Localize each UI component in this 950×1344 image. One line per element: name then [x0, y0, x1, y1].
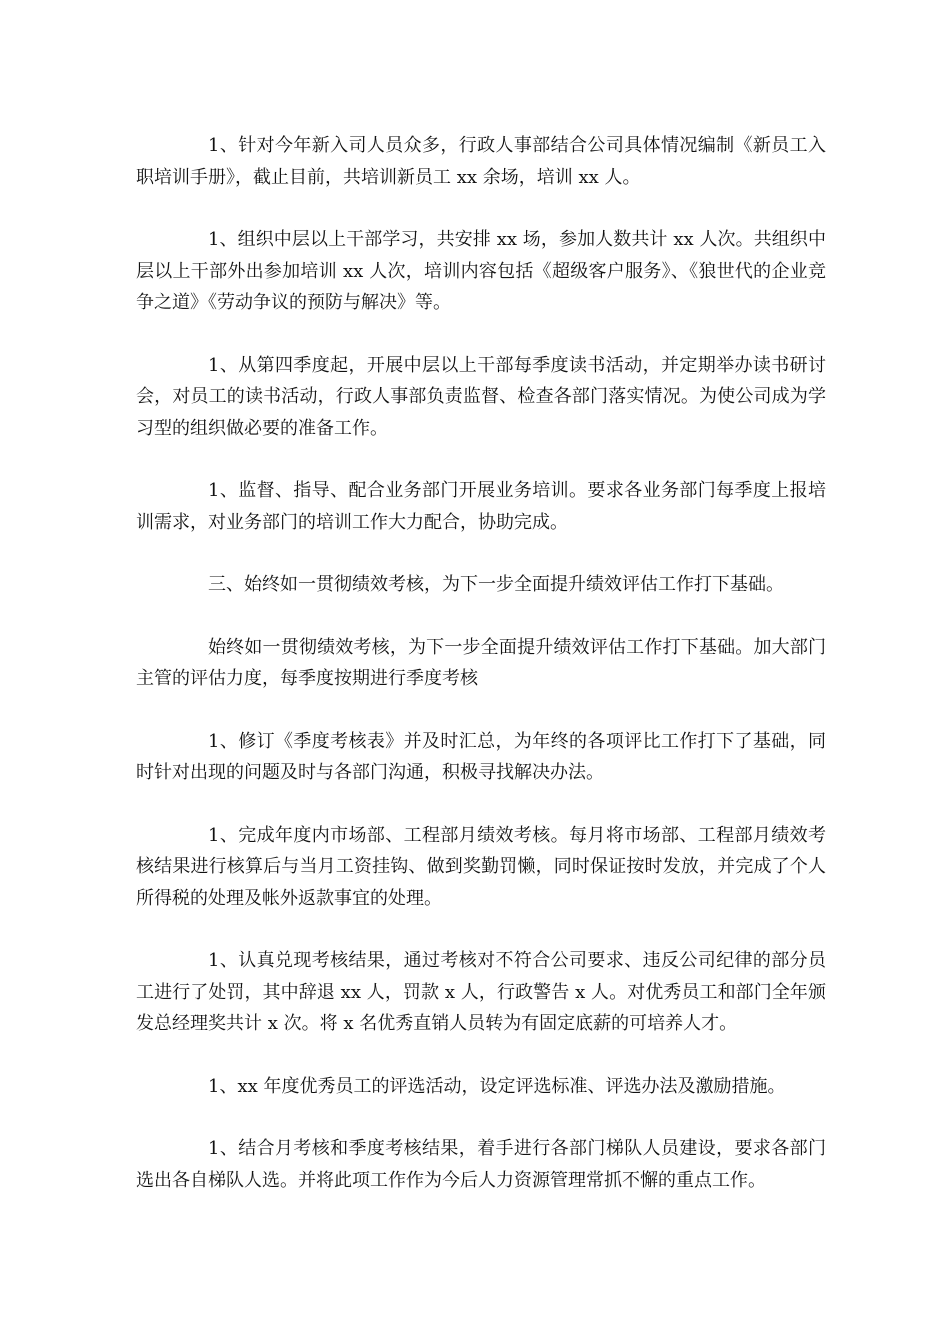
paragraph-business-training: 1、监督、指导、配合业务部门开展业务培训。要求各业务部门每季度上报培训需求，对业务部门的培训工作大力配合，协助完成。 — [136, 480, 826, 533]
paragraph-succession-building: 1、结合月考核和季度考核结果，着手进行各部门梯队人员建设，要求各部门选出各自梯队人选。并将此项工作作为今后人力资源管理常抓不懈的重点工作。 — [136, 1138, 826, 1191]
paragraph-quarterly-form: 1、修订《季度考核表》并及时汇总，为年终的各项评比工作打下了基础，同时针对出现的问题及时与各部门沟通，积极寻找解决办法。 — [136, 730, 826, 783]
paragraph-monthly-assessment: 1、完成年度内市场部、工程部月绩效考核。每月将市场部、工程部月绩效考核结果进行核算后与当月工资挂钩、做到奖勤罚懒，同时保证按时发放，并完成了个人所得税的处理及帐外返款事宜的处理。 — [136, 824, 826, 909]
section-heading-performance: 三、始终如一贯彻绩效考核，为下一步全面提升绩效评估工作打下基础。 — [208, 574, 784, 595]
paragraph-performance-intro: 始终如一贯彻绩效考核，为下一步全面提升绩效评估工作打下基础。加大部门主管的评估力度，每季度按期进行季度考核 — [136, 636, 826, 689]
paragraph-middle-management-study: 1、组织中层以上干部学习，共安排 xx 场，参加人数共计 xx 人次。共组织中层以上干部外出参加培训 xx 人次，培训内容包括《超级客户服务》、《狼世代的企业竞争之道》《劳动争议的预防与解决》等。 — [136, 229, 826, 313]
paragraph-reading-activity: 1、从第四季度起，开展中层以上干部每季度读书活动，并定期举办读书研讨会，对员工的读书活动，行政人事部负责监督、检查各部门落实情况。为使公司成为学习型的组织做必要的准备工作。 — [136, 354, 826, 439]
document-body — [136, 130, 826, 1227]
paragraph-employee-selection: 1、xx 年度优秀员工的评选活动，设定评选标准、评选办法及激励措施。 — [208, 1075, 786, 1097]
paragraph-assessment-results: 1、认真兑现考核结果，通过考核对不符合公司要求、违反公司纪律的部分员工进行了处罚，其中辞退 xx 人，罚款 x 人，行政警告 x 人。对优秀员工和部门全年颁发总经理奖共计 x 次。将 x 名优秀直销人员转为有固定底薪的可培养人才。 — [136, 950, 826, 1034]
paragraph-new-staff-training: 1、针对今年新入司人员众多，行政人事部结合公司具体情况编制《新员工入职培训手册》，截止目前，共培训新员工 xx 余场，培训 xx 人。 — [136, 135, 826, 188]
